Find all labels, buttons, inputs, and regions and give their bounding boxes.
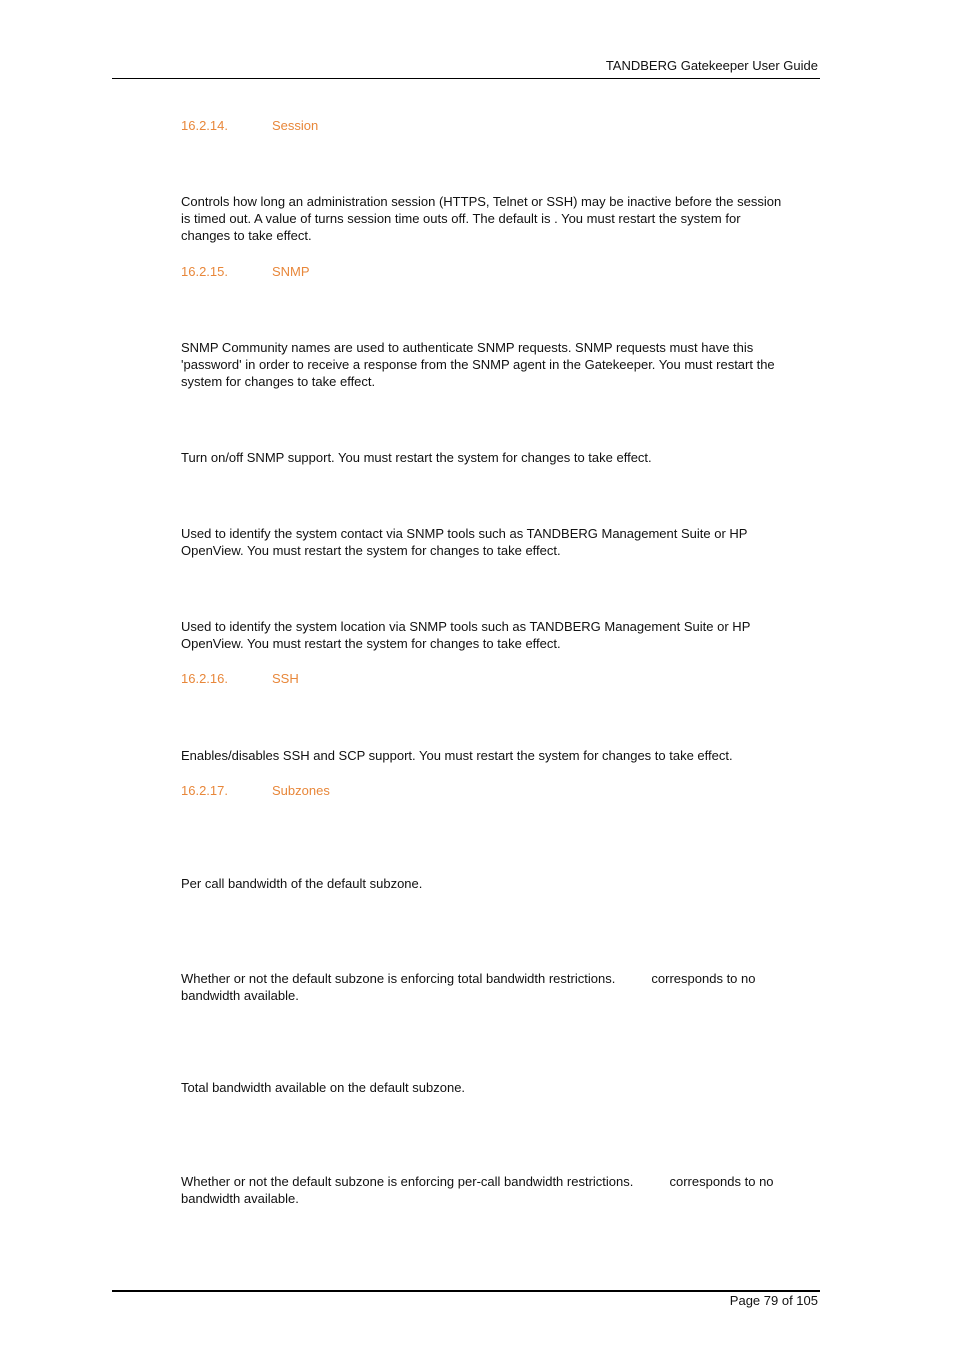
paragraph-total-bandwidth [181, 1079, 821, 1096]
section-heading-subzones [181, 783, 330, 798]
section-heading-snmp [181, 264, 310, 279]
paragraph-line: is timed out. A value of turns session time outs off. The default is . You must restart the system for [181, 211, 741, 226]
section-number: 16.2.15. [181, 264, 228, 279]
section-title: SNMP [272, 264, 310, 279]
paragraph-line: Whether or not the default subzone is enforcing per-call bandwidth restrictions. corresponds to no [181, 1174, 774, 1189]
paragraph-line: changes to take effect. [181, 228, 312, 243]
paragraph-line: Enables/disables SSH and SCP support. You must restart the system for changes to take effect. [181, 748, 733, 763]
paragraph-line: Used to identify the system contact via SNMP tools such as TANDBERG Management Suite or HP [181, 526, 748, 541]
paragraph-line: Controls how long an administration session (HTTPS, Telnet or SSH) may be inactive before the session [181, 194, 782, 209]
page-number: Page 79 of 105 [729, 1293, 818, 1308]
paragraph-total-mode [181, 970, 821, 1004]
section-number: 16.2.17. [181, 783, 228, 798]
paragraph-line: Total bandwidth available on the default subzone. [181, 1080, 466, 1095]
section-title: Session [272, 118, 319, 133]
section-title: SSH [272, 671, 299, 686]
paragraph-snmp-location [181, 618, 821, 652]
paragraph-line: Used to identify the system location via SNMP tools such as TANDBERG Management Suite or HP [181, 619, 751, 634]
section-heading-ssh [181, 671, 299, 686]
paragraph-line: Per call bandwidth of the default subzone. [181, 876, 423, 891]
paragraph-percall-mode [181, 1173, 821, 1207]
footer-rule [112, 1290, 820, 1292]
section-title: Subzones [272, 783, 330, 798]
paragraph-session [181, 193, 821, 244]
paragraph-line: Whether or not the default subzone is enforcing total bandwidth restrictions. corresponds to no [181, 971, 756, 986]
paragraph-line: system for changes to take effect. [181, 374, 376, 389]
header-title: TANDBERG Gatekeeper User Guide [605, 58, 818, 73]
paragraph-snmp-mode [181, 449, 821, 466]
paragraph-ssh-mode [181, 747, 821, 764]
header-rule [112, 78, 820, 79]
section-number: 16.2.14. [181, 118, 228, 133]
paragraph-line: bandwidth available. [181, 988, 299, 1003]
section-number: 16.2.16. [181, 671, 228, 686]
paragraph-line: bandwidth available. [181, 1191, 299, 1206]
paragraph-snmp-community [181, 339, 821, 390]
paragraph-line: OpenView. You must restart the system for changes to take effect. [181, 636, 561, 651]
paragraph-line: Turn on/off SNMP support. You must restart the system for changes to take effect. [181, 450, 652, 465]
paragraph-snmp-contact [181, 525, 821, 559]
paragraph-line: OpenView. You must restart the system for changes to take effect. [181, 543, 561, 558]
section-heading-session [181, 118, 318, 133]
paragraph-line: 'password' in order to receive a response from the SNMP agent in the Gatekeeper. You must restart the [181, 357, 775, 372]
paragraph-line: SNMP Community names are used to authenticate SNMP requests. SNMP requests must have this [181, 340, 754, 355]
paragraph-percall-bandwidth [181, 875, 821, 892]
